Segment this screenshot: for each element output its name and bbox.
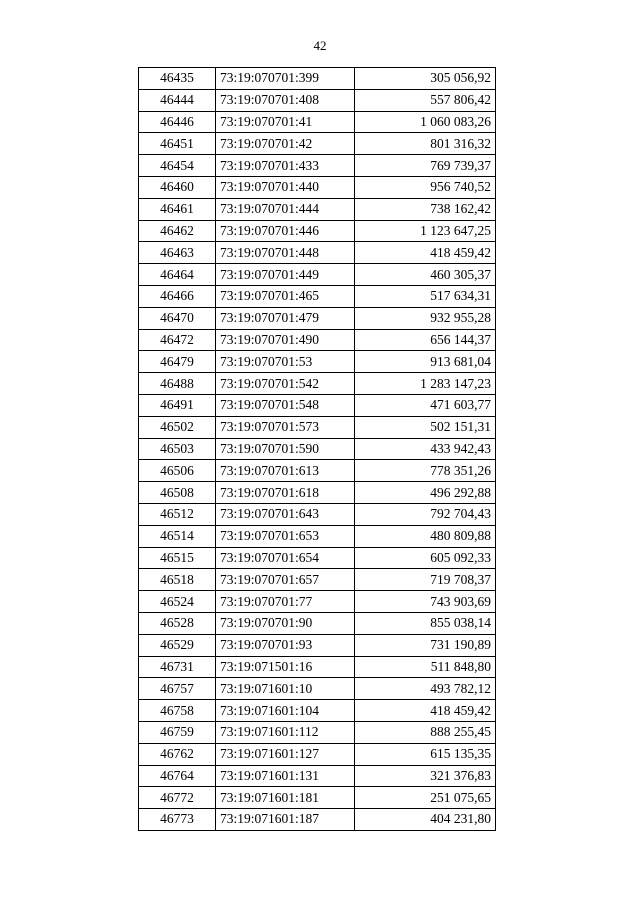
row-number-cell: 46461 (139, 198, 216, 220)
table-row (139, 721, 496, 743)
row-number-cell: 46506 (139, 460, 216, 482)
cadastral-value-cell: 502 151,31 (355, 416, 496, 438)
table-row (139, 438, 496, 460)
cadastral-number-cell: 73:19:070701:465 (216, 285, 355, 307)
table-row (139, 525, 496, 547)
cadastral-value-cell: 1 283 147,23 (355, 373, 496, 395)
cadastral-value-table (138, 67, 496, 831)
table-row (139, 700, 496, 722)
cadastral-number-cell: 73:19:070701:446 (216, 220, 355, 242)
cadastral-value-cell: 731 190,89 (355, 634, 496, 656)
cadastral-number-cell: 73:19:071601:187 (216, 809, 355, 831)
table-row (139, 198, 496, 220)
row-number-cell: 46529 (139, 634, 216, 656)
cadastral-number-cell: 73:19:070701:440 (216, 176, 355, 198)
table-row (139, 133, 496, 155)
cadastral-value-cell: 480 809,88 (355, 525, 496, 547)
cadastral-number-cell: 73:19:070701:449 (216, 264, 355, 286)
table-row (139, 678, 496, 700)
cadastral-number-cell: 73:19:070701:542 (216, 373, 355, 395)
row-number-cell: 46772 (139, 787, 216, 809)
table-row (139, 416, 496, 438)
cadastral-number-cell: 73:19:070701:654 (216, 547, 355, 569)
cadastral-value-cell: 418 459,42 (355, 242, 496, 264)
table-row (139, 89, 496, 111)
cadastral-value-cell: 719 708,37 (355, 569, 496, 591)
cadastral-number-cell: 73:19:070701:490 (216, 329, 355, 351)
table-row (139, 547, 496, 569)
cadastral-number-cell: 73:19:070701:433 (216, 155, 355, 177)
table-row (139, 809, 496, 831)
row-number-cell: 46446 (139, 111, 216, 133)
row-number-cell: 46488 (139, 373, 216, 395)
cadastral-value-cell: 792 704,43 (355, 503, 496, 525)
row-number-cell: 46464 (139, 264, 216, 286)
table-row (139, 482, 496, 504)
cadastral-value-cell: 855 038,14 (355, 612, 496, 634)
row-number-cell: 46479 (139, 351, 216, 373)
cadastral-number-cell: 73:19:071601:112 (216, 721, 355, 743)
page-number: 42 (313, 38, 327, 53)
cadastral-number-cell: 73:19:070701:573 (216, 416, 355, 438)
cadastral-number-cell: 73:19:071601:131 (216, 765, 355, 787)
cadastral-value-cell: 801 316,32 (355, 133, 496, 155)
cadastral-value-cell: 460 305,37 (355, 264, 496, 286)
row-number-cell: 46503 (139, 438, 216, 460)
table-row (139, 176, 496, 198)
cadastral-value-cell: 913 681,04 (355, 351, 496, 373)
row-number-cell: 46524 (139, 591, 216, 613)
cadastral-number-cell: 73:19:070701:618 (216, 482, 355, 504)
table-row (139, 155, 496, 177)
table-row (139, 591, 496, 613)
cadastral-value-cell: 471 603,77 (355, 394, 496, 416)
table-row (139, 765, 496, 787)
cadastral-value-cell: 305 056,92 (355, 68, 496, 90)
row-number-cell: 46470 (139, 307, 216, 329)
table-row (139, 68, 496, 90)
cadastral-number-cell: 73:19:070701:657 (216, 569, 355, 591)
row-number-cell: 46454 (139, 155, 216, 177)
row-number-cell: 46491 (139, 394, 216, 416)
table-row (139, 787, 496, 809)
cadastral-number-cell: 73:19:070701:653 (216, 525, 355, 547)
cadastral-number-cell: 73:19:070701:479 (216, 307, 355, 329)
table-row (139, 634, 496, 656)
cadastral-number-cell: 73:19:070701:399 (216, 68, 355, 90)
cadastral-value-cell: 251 075,65 (355, 787, 496, 809)
cadastral-number-cell: 73:19:070701:41 (216, 111, 355, 133)
row-number-cell: 46514 (139, 525, 216, 547)
table-body (139, 68, 496, 831)
cadastral-number-cell: 73:19:070701:613 (216, 460, 355, 482)
cadastral-value-cell: 769 739,37 (355, 155, 496, 177)
table-row (139, 612, 496, 634)
cadastral-value-cell: 433 942,43 (355, 438, 496, 460)
cadastral-value-cell: 932 955,28 (355, 307, 496, 329)
cadastral-number-cell: 73:19:071601:104 (216, 700, 355, 722)
cadastral-value-cell: 743 903,69 (355, 591, 496, 613)
row-number-cell: 46508 (139, 482, 216, 504)
row-number-cell: 46466 (139, 285, 216, 307)
cadastral-number-cell: 73:19:070701:53 (216, 351, 355, 373)
cadastral-value-cell: 557 806,42 (355, 89, 496, 111)
table-row (139, 460, 496, 482)
row-number-cell: 46773 (139, 809, 216, 831)
table-row (139, 743, 496, 765)
table-row (139, 394, 496, 416)
cadastral-number-cell: 73:19:071601:127 (216, 743, 355, 765)
table-row (139, 656, 496, 678)
row-number-cell: 46512 (139, 503, 216, 525)
table-row (139, 220, 496, 242)
table-row (139, 264, 496, 286)
cadastral-value-cell: 656 144,37 (355, 329, 496, 351)
cadastral-number-cell: 73:19:071501:16 (216, 656, 355, 678)
table-row (139, 373, 496, 395)
cadastral-value-cell: 778 351,26 (355, 460, 496, 482)
row-number-cell: 46463 (139, 242, 216, 264)
cadastral-value-cell: 738 162,42 (355, 198, 496, 220)
row-number-cell: 46515 (139, 547, 216, 569)
row-number-cell: 46762 (139, 743, 216, 765)
row-number-cell: 46731 (139, 656, 216, 678)
row-number-cell: 46757 (139, 678, 216, 700)
cadastral-number-cell: 73:19:070701:590 (216, 438, 355, 460)
cadastral-number-cell: 73:19:070701:77 (216, 591, 355, 613)
row-number-cell: 46528 (139, 612, 216, 634)
row-number-cell: 46764 (139, 765, 216, 787)
table-row (139, 329, 496, 351)
cadastral-value-cell: 511 848,80 (355, 656, 496, 678)
table-row (139, 285, 496, 307)
row-number-cell: 46518 (139, 569, 216, 591)
table-row (139, 569, 496, 591)
cadastral-value-cell: 1 123 647,25 (355, 220, 496, 242)
table-row (139, 307, 496, 329)
cadastral-number-cell: 73:19:071601:10 (216, 678, 355, 700)
cadastral-value-cell: 493 782,12 (355, 678, 496, 700)
cadastral-number-cell: 73:19:070701:548 (216, 394, 355, 416)
cadastral-value-cell: 496 292,88 (355, 482, 496, 504)
cadastral-number-cell: 73:19:070701:408 (216, 89, 355, 111)
row-number-cell: 46460 (139, 176, 216, 198)
cadastral-value-cell: 956 740,52 (355, 176, 496, 198)
row-number-cell: 46435 (139, 68, 216, 90)
cadastral-value-cell: 605 092,33 (355, 547, 496, 569)
cadastral-value-cell: 404 231,80 (355, 809, 496, 831)
table-row (139, 503, 496, 525)
cadastral-number-cell: 73:19:070701:448 (216, 242, 355, 264)
cadastral-value-cell: 888 255,45 (355, 721, 496, 743)
cadastral-number-cell: 73:19:071601:181 (216, 787, 355, 809)
cadastral-value-cell: 1 060 083,26 (355, 111, 496, 133)
row-number-cell: 46444 (139, 89, 216, 111)
cadastral-number-cell: 73:19:070701:42 (216, 133, 355, 155)
table-row (139, 111, 496, 133)
cadastral-number-cell: 73:19:070701:444 (216, 198, 355, 220)
row-number-cell: 46472 (139, 329, 216, 351)
table-row (139, 242, 496, 264)
row-number-cell: 46462 (139, 220, 216, 242)
cadastral-value-cell: 418 459,42 (355, 700, 496, 722)
row-number-cell: 46451 (139, 133, 216, 155)
row-number-cell: 46502 (139, 416, 216, 438)
cadastral-number-cell: 73:19:070701:643 (216, 503, 355, 525)
cadastral-number-cell: 73:19:070701:90 (216, 612, 355, 634)
cadastral-value-cell: 615 135,35 (355, 743, 496, 765)
cadastral-value-cell: 321 376,83 (355, 765, 496, 787)
cadastral-number-cell: 73:19:070701:93 (216, 634, 355, 656)
row-number-cell: 46759 (139, 721, 216, 743)
cadastral-value-cell: 517 634,31 (355, 285, 496, 307)
table-row (139, 351, 496, 373)
row-number-cell: 46758 (139, 700, 216, 722)
